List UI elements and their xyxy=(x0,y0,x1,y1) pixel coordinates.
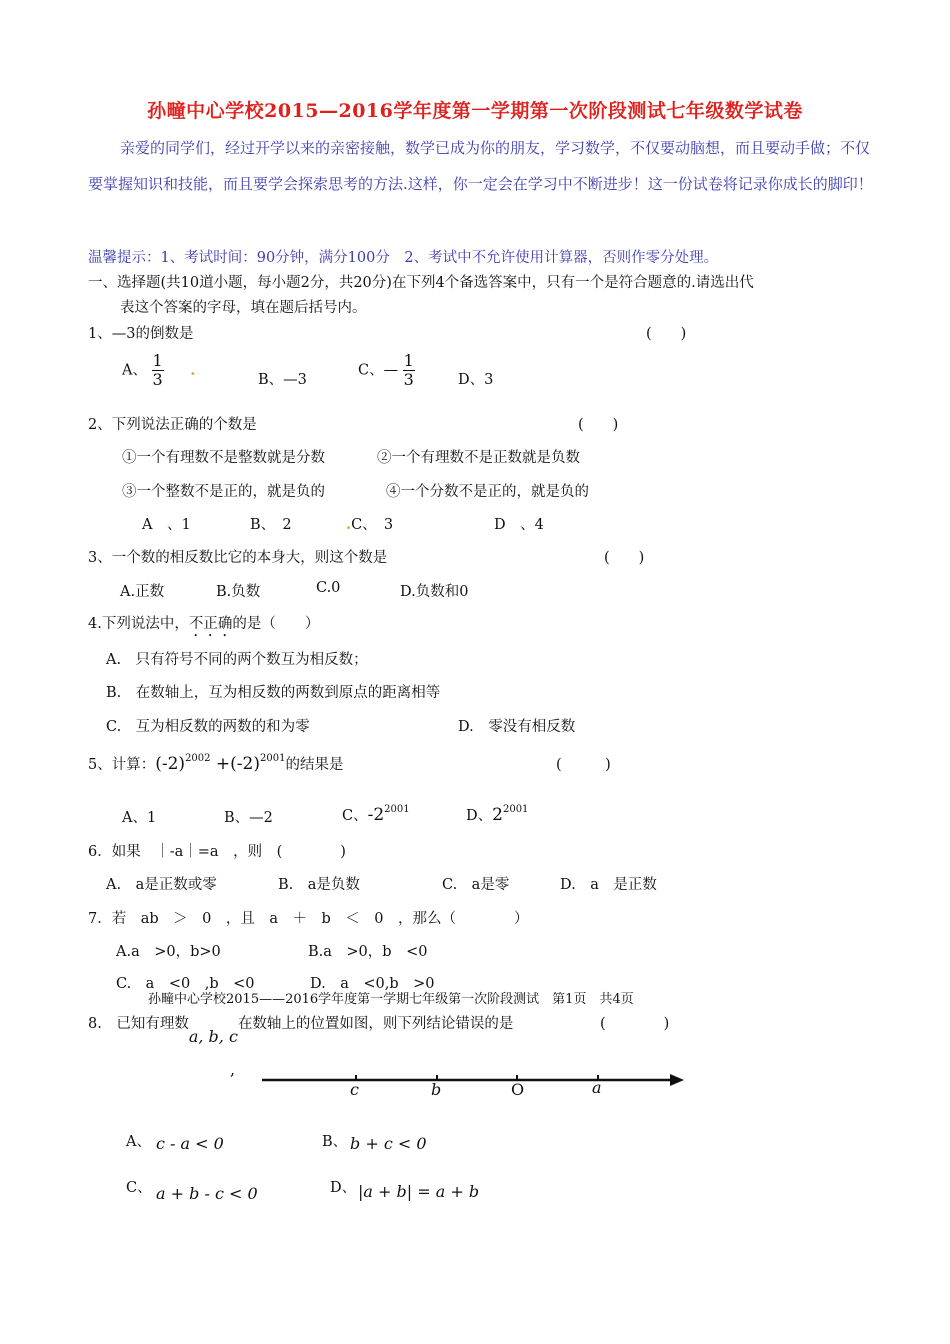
q5-option-a: A、1 xyxy=(122,810,157,826)
q8-comma: , xyxy=(230,1060,236,1079)
q7-option-a: A.a >0，b>0 xyxy=(116,944,221,960)
q3-option-d: D.负数和0 xyxy=(400,584,469,600)
q1-option-d: D、3 xyxy=(458,372,494,388)
q5-option-d: D、$2^{2001}$ xyxy=(466,804,529,825)
q7-option-b: B.a >0，b <0 xyxy=(308,944,428,960)
intro-text: 亲爱的同学们，经过开学以来的亲密接触，数学已成为你的朋友，学习数学，不仅要动脑想，而且要动手做；不仅要掌握知识和技能，而且要学会探索思考的方法.这样，你一定会在学习中不断进步！这一份试卷将记录你成长的脚印！ xyxy=(88,139,873,193)
q3-option-a: A.正数 xyxy=(120,584,165,600)
q2-statement-4: ④一个分数不是正的，就是负的 xyxy=(386,484,589,500)
section1-heading: 一、选择题(共10道小题，每小题2分，共20分)在下列4个备选答案中，只有一个是符合题意的.请选出代 xyxy=(88,275,754,291)
q1-option-c: C、— $\frac{1}{3}$ xyxy=(358,351,414,389)
q2-option-a: A 、1 xyxy=(142,517,191,533)
q8-option-a: c - a < 0 xyxy=(156,1134,224,1153)
q8-stem: 8. 已知有理数a, b, c在数轴上的位置如图，则下列结论错误的是 xyxy=(88,1016,514,1046)
q8-option-c-label: C、 xyxy=(126,1180,152,1196)
q4-option-a: A. 只有符号不同的两个数互为相反数； xyxy=(106,652,368,668)
q5-option-b: B、—2 xyxy=(224,810,273,826)
q1-option-b: B、—3 xyxy=(258,372,307,388)
q4-option-b: B. 在数轴上，互为相反数的两数到原点的距离相等 xyxy=(106,685,441,701)
q3-option-b: B.负数 xyxy=(216,584,261,600)
q4-option-c: C. 互为相反数的两数的和为零 xyxy=(106,719,310,735)
q8-option-a-label: A、 xyxy=(126,1134,151,1150)
q1-option-a: A、 $\frac{1}{3}$ . xyxy=(122,351,196,389)
q8-option-d-label: D、 xyxy=(330,1180,357,1196)
fraction-one-third: $\frac{1}{3}$ xyxy=(403,351,414,389)
q2-statement-2: ②一个有理数不是正数就是负数 xyxy=(377,450,580,466)
q7-stem: 7．若 ab ＞ 0 ，且 a ＋ b ＜ 0 ，那么（ ） xyxy=(88,911,529,927)
arrow-right-icon xyxy=(670,1074,684,1086)
q4-stem: 4.下列说法中，不正确的是（ ） xyxy=(88,616,320,632)
q5-stem: 5、计算：$(-2)^{2002} +(-2)^{2001}$的结果是 xyxy=(88,753,344,774)
axis-label-b: b xyxy=(431,1080,442,1099)
section1-heading-cont: 表这个答案的字母，填在题后括号内。 xyxy=(120,300,367,316)
q2-statement-3: ③一个整数不是正的，就是负的 xyxy=(122,484,325,500)
q3-stem: 3、一个数的相反数比它的本身大，则这个数是 xyxy=(88,550,388,566)
q3-option-c: C.0 xyxy=(316,580,341,596)
fraction-one-third: $\frac{1}{3}$ xyxy=(152,351,163,389)
q2-option-b: B、 2 xyxy=(250,517,292,533)
axis-label-a: a xyxy=(592,1078,602,1097)
q1-answer-paren: ( ) xyxy=(646,326,687,342)
q3-answer-paren: ( ) xyxy=(604,550,645,566)
q6-option-b: B. a是负数 xyxy=(278,877,360,893)
q8-answer-paren: ( ) xyxy=(600,1016,670,1032)
axis-label-origin: O xyxy=(511,1080,525,1099)
q1-stem: 1、—3的倒数是 xyxy=(88,326,194,342)
q2-stem: 2、下列说法正确的个数是 xyxy=(88,417,257,433)
q5-answer-paren: ( ) xyxy=(556,757,611,773)
q5-option-c: C、$-2^{2001}$ xyxy=(342,804,410,825)
page-footer: 孙疃中心学校2015——2016学年度第一学期七年级第一次阶段测试 第1页 共4页 xyxy=(148,992,634,1007)
axis-label-c: c xyxy=(350,1080,359,1099)
q2-answer-paren: ( ) xyxy=(578,417,619,433)
q7-option-d: D. a <0,b >0 xyxy=(310,976,435,992)
q2-option-d: D 、4 xyxy=(494,517,544,533)
emphasized-word: 不正确 xyxy=(188,616,233,632)
q8-option-b: b + c < 0 xyxy=(350,1134,427,1153)
q8-option-b-label: B、 xyxy=(322,1134,348,1150)
q8-option-d: |a + b| = a + b xyxy=(358,1182,480,1201)
q6-option-d: D. a 是正数 xyxy=(560,877,657,893)
number-line xyxy=(250,1064,690,1104)
intro-paragraph xyxy=(88,130,878,202)
exam-tip: 温馨提示：1、考试时间：90分钟，满分100分 2、考试中不允许使用计算器，否则作零分处理。 xyxy=(88,250,719,266)
q5-expression: $(-2)^{2002} +(-2)^{2001}$ xyxy=(155,753,286,774)
q6-option-c: C. a是零 xyxy=(442,877,510,893)
q8-option-c: a + b - c < 0 xyxy=(156,1184,258,1203)
q6-option-a: A. a是正数或零 xyxy=(106,877,217,893)
q2-option-c: .C、 3 xyxy=(346,516,394,533)
q4-option-d: D. 零没有相反数 xyxy=(458,719,576,735)
q2-statement-1: ①一个有理数不是整数就是分数 xyxy=(122,450,325,466)
page-title: 孙疃中心学校2015—2016学年度第一学期第一次阶段测试七年级数学试卷 xyxy=(147,100,803,122)
q6-stem: 6．如果 ｜-a｜=a ，则 ( ) xyxy=(88,844,346,860)
q7-option-c: C. a <0 ,b <0 xyxy=(116,976,255,992)
